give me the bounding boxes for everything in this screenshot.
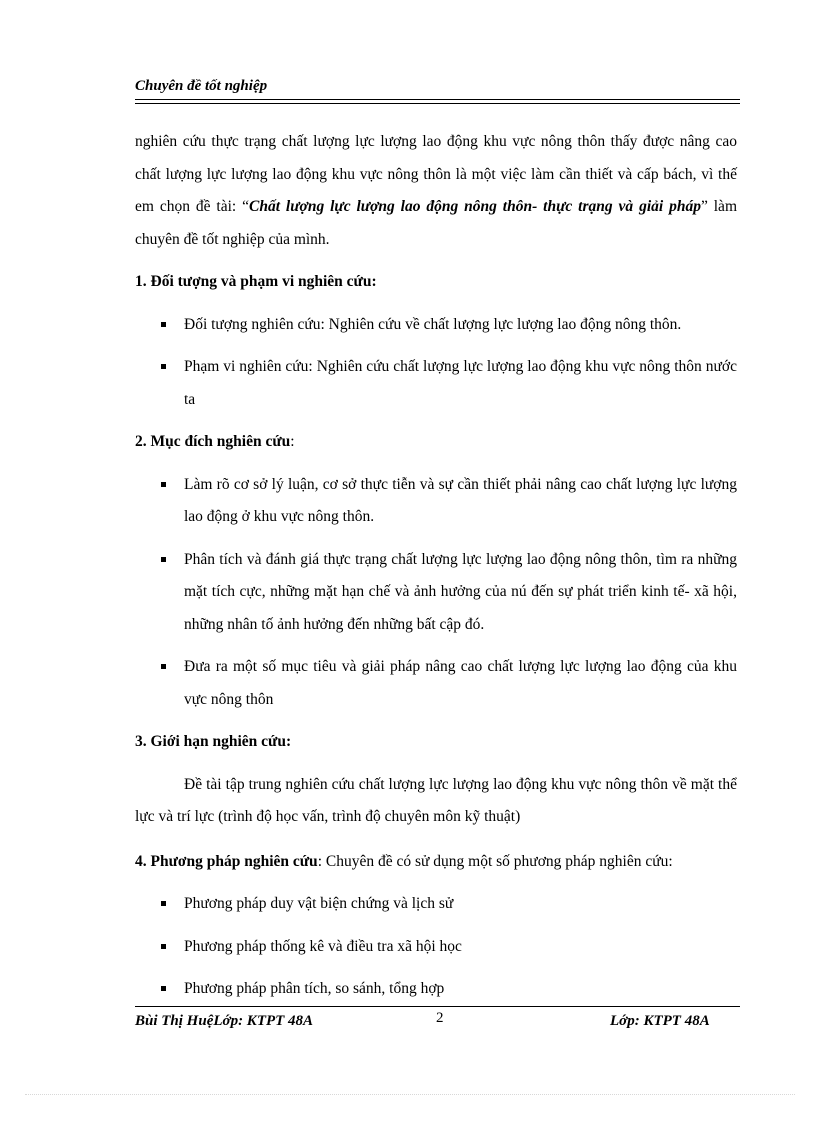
section-4-intro: : Chuyên đề có sử dụng một số phương pháp nghiên cứu: (317, 852, 673, 870)
list-item (135, 309, 737, 342)
intro-text-end: ” làm chuyên đề tốt nghiệp của mình. (135, 198, 737, 248)
list-item (135, 351, 737, 416)
document-body (135, 126, 737, 1016)
bullet-icon (161, 322, 166, 327)
list-item (135, 931, 737, 964)
footer-author: Bùi Thị HuệLớp: KTPT 48A (135, 1013, 314, 1029)
bullet-icon (161, 364, 166, 369)
intro-text: nghiên cứu thực trạng chất lượng lực lượng lao động khu vực nông thôn thấy được nâng cao chất lượng lực lượng lao động khu vực nông thôn là một việc làm cần thiết và cấp bách, vì thế em chọn đề tài: “ (135, 133, 737, 215)
list-item-text: Phân tích và đánh giá thực trạng chất lượng lực lượng lao động nông thôn, tìm ra những mặt tích cực, những mặt hạn chế và ảnh hưởng của nú đến sự phát triển kinh tế- xã hội, những nhân tố ảnh hưởng đến những bất cập đó. (184, 550, 737, 633)
bullet-icon (161, 482, 166, 487)
intro-paragraph (135, 126, 737, 256)
footer-class: Lớp: KTPT 48A (610, 1013, 710, 1029)
header-rule-thick (135, 99, 740, 100)
bullet-icon (161, 664, 166, 669)
section-4-heading (135, 846, 737, 879)
section-3-heading: 3. Giới hạn nghiên cứu: (135, 733, 292, 750)
section-2-heading (135, 426, 737, 459)
page-number: 2 (436, 1010, 444, 1026)
section-2-title: 2. Mục đích nghiên cứu (135, 433, 291, 450)
bullet-icon (161, 901, 166, 906)
list-item-text: Phương pháp phân tích, so sánh, tổng hợp (184, 980, 445, 997)
list-item-text: Đối tượng nghiên cứu: Nghiên cứu về chất lượng lực lượng lao động nông thôn. (184, 315, 682, 333)
bullet-icon (161, 557, 166, 562)
list-item (135, 469, 737, 534)
list-item-text: Đưa ra một số mục tiêu và giải pháp nâng cao chất lượng lực lượng lao động của khu vực nông thôn (184, 658, 737, 708)
section-3-paragraph: Đề tài tập trung nghiên cứu chất lượng lực lượng lao động khu vực nông thôn về mặt thể lực và trí lực (trình độ học vấn, trình độ chuyên môn kỹ thuật) (135, 775, 737, 825)
bullet-icon (161, 944, 166, 949)
section-1-heading: 1. Đối tượng và phạm vi nghiên cứu: (135, 273, 377, 290)
list-item-text: Làm rõ cơ sở lý luận, cơ sở thực tiễn và sự cần thiết phải nâng cao chất lượng lực lượng lao động ở khu vực nông thôn. (184, 475, 737, 525)
list-item-text: Phương pháp thống kê và điều tra xã hội học (184, 937, 462, 955)
list-item-text: Phạm vi nghiên cứu: Nghiên cứu chất lượng lực lượng lao động khu vực nông thôn nước ta (184, 358, 737, 408)
footer-rule (135, 1006, 740, 1007)
list-item (135, 888, 737, 921)
list-item (135, 544, 737, 642)
header-rule-thin (135, 103, 740, 104)
bullet-icon (161, 986, 166, 991)
section-2-colon: : (290, 433, 295, 450)
list-item (135, 973, 737, 1006)
list-item (135, 651, 737, 716)
thesis-topic: Chất lượng lực lượng lao động nông thôn- thực trạng và giải pháp (249, 198, 701, 215)
page-header-title: Chuyên đề tốt nghiệp (135, 78, 268, 94)
page-boundary (25, 1094, 795, 1095)
section-4-title: 4. Phương pháp nghiên cứu (135, 852, 318, 870)
list-item-text: Phương pháp duy vật biện chứng và lịch sử (184, 895, 454, 912)
